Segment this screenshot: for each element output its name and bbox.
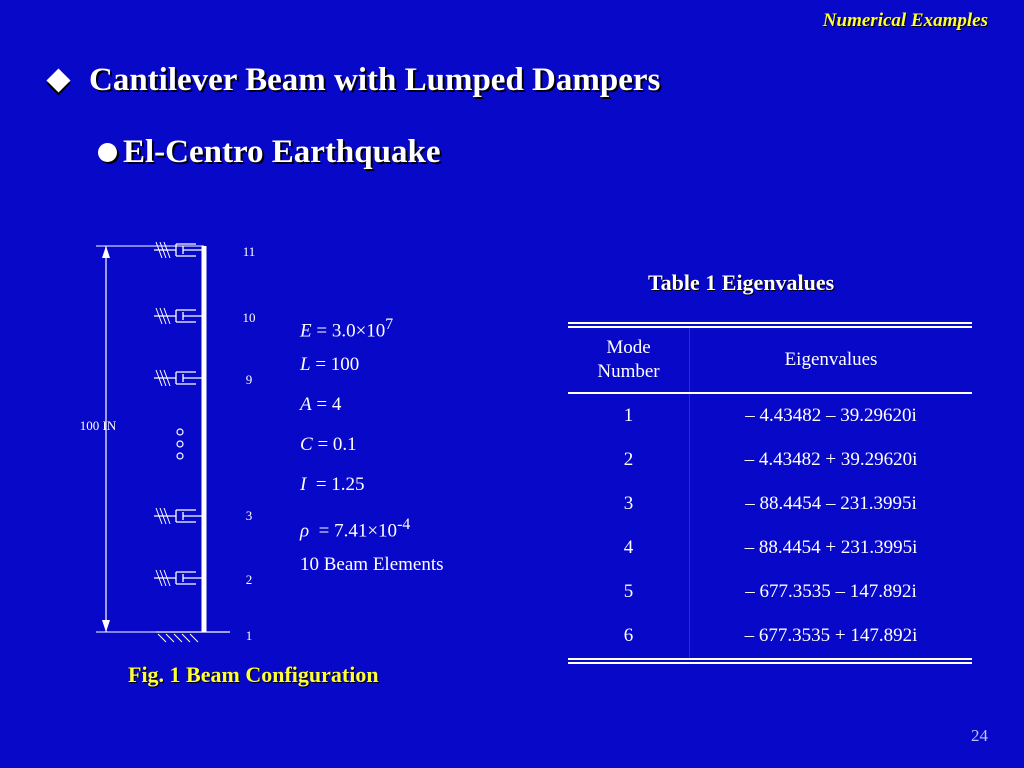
- table-row: [568, 393, 972, 438]
- parameter-symbol: I: [300, 474, 307, 495]
- parameter-list: [300, 312, 444, 592]
- parameter-value: = 3.0×10: [311, 320, 386, 342]
- slide-title-text: Cantilever Beam with Lumped Dampers: [89, 62, 661, 98]
- damper-icon: [154, 370, 204, 386]
- parameter-exponent: 7: [385, 316, 394, 333]
- header-eigenvalues: Eigenvalues: [784, 349, 878, 370]
- node-label: 11: [242, 244, 256, 259]
- page-number: 24: [971, 726, 988, 745]
- node-label: 1: [245, 628, 253, 643]
- dimension-arrow-top-icon: [102, 246, 110, 258]
- ellipsis-dot-icon: [177, 441, 183, 447]
- eigenvalue-cell: – 677.3535 – 147.892i: [745, 581, 917, 602]
- eigenvalue-cell: – 677.3535 + 147.892i: [744, 625, 918, 646]
- parameter-item: [300, 472, 444, 512]
- parameter-item: [300, 312, 444, 352]
- damper-icon: [154, 242, 204, 258]
- eigenvalue-cell: – 88.4454 + 231.3995i: [744, 537, 918, 558]
- ellipsis-dot-icon: [177, 429, 183, 435]
- eigenvalue-cell: – 4.43482 + 39.29620i: [744, 449, 918, 470]
- slide-subtitle: [98, 134, 441, 171]
- mode-cell: 2: [568, 438, 690, 482]
- table-row: [568, 482, 972, 526]
- height-label: 100 IN: [79, 418, 117, 433]
- parameter-value: = 7.41×10: [309, 520, 398, 542]
- parameter-item: [300, 352, 444, 392]
- ellipsis-dot-icon: [177, 453, 183, 459]
- mode-cell: 6: [568, 614, 690, 661]
- eigenvalue-cell: – 4.43482 – 39.29620i: [745, 405, 917, 426]
- mode-cell: 4: [568, 526, 690, 570]
- table-row: [568, 614, 972, 661]
- damper-icon: [154, 570, 204, 586]
- figure-caption: Fig. 1 Beam Configuration: [128, 662, 379, 687]
- parameter-value: = 1.25: [306, 474, 365, 495]
- table-row: [568, 526, 972, 570]
- dimension-arrow-bottom-icon: [102, 620, 110, 632]
- mode-cell: 5: [568, 570, 690, 614]
- damper-icon: [154, 308, 204, 324]
- table-row: [568, 438, 972, 482]
- table-row: [568, 570, 972, 614]
- slide-title: [50, 62, 660, 99]
- node-label: 2: [245, 572, 253, 587]
- node-label: 3: [245, 508, 253, 523]
- damper-icon: [154, 508, 204, 524]
- node-label: 10: [242, 310, 256, 325]
- parameter-item: [300, 432, 444, 472]
- round-bullet-icon: [98, 143, 117, 162]
- parameter-symbol: C: [300, 434, 313, 455]
- parameter-item: [300, 392, 444, 432]
- parameter-item: [300, 552, 444, 592]
- parameter-value: = 100: [310, 354, 360, 375]
- beam-configuration-figure: [60, 232, 270, 652]
- parameter-value: = 4: [311, 394, 342, 415]
- fixed-support-icon: [156, 632, 230, 642]
- parameter-value: = 0.1: [312, 434, 357, 455]
- parameter-symbol: E: [300, 320, 312, 342]
- parameter-item: [300, 512, 444, 552]
- eigenvalue-cell: – 88.4454 – 231.3995i: [745, 493, 917, 514]
- parameter-symbol: ρ: [300, 520, 310, 542]
- table-title: Table 1 Eigenvalues: [648, 270, 835, 295]
- parameter-value: 10 Beam Elements: [300, 554, 444, 575]
- section-header-label: Numerical Examples: [822, 10, 988, 31]
- slide-subtitle-text: El-Centro Earthquake: [123, 134, 441, 170]
- header-mode-number: Mode Number: [568, 325, 690, 393]
- parameter-symbol: A: [300, 394, 312, 415]
- mode-cell: 3: [568, 482, 690, 526]
- diamond-bullet-icon: [46, 68, 70, 92]
- parameter-exponent: -4: [397, 516, 411, 533]
- mode-cell: 1: [568, 393, 690, 438]
- eigenvalues-table: [568, 322, 972, 664]
- node-label: 9: [245, 372, 253, 387]
- parameter-symbol: L: [300, 354, 311, 375]
- table-header-row: [568, 325, 972, 393]
